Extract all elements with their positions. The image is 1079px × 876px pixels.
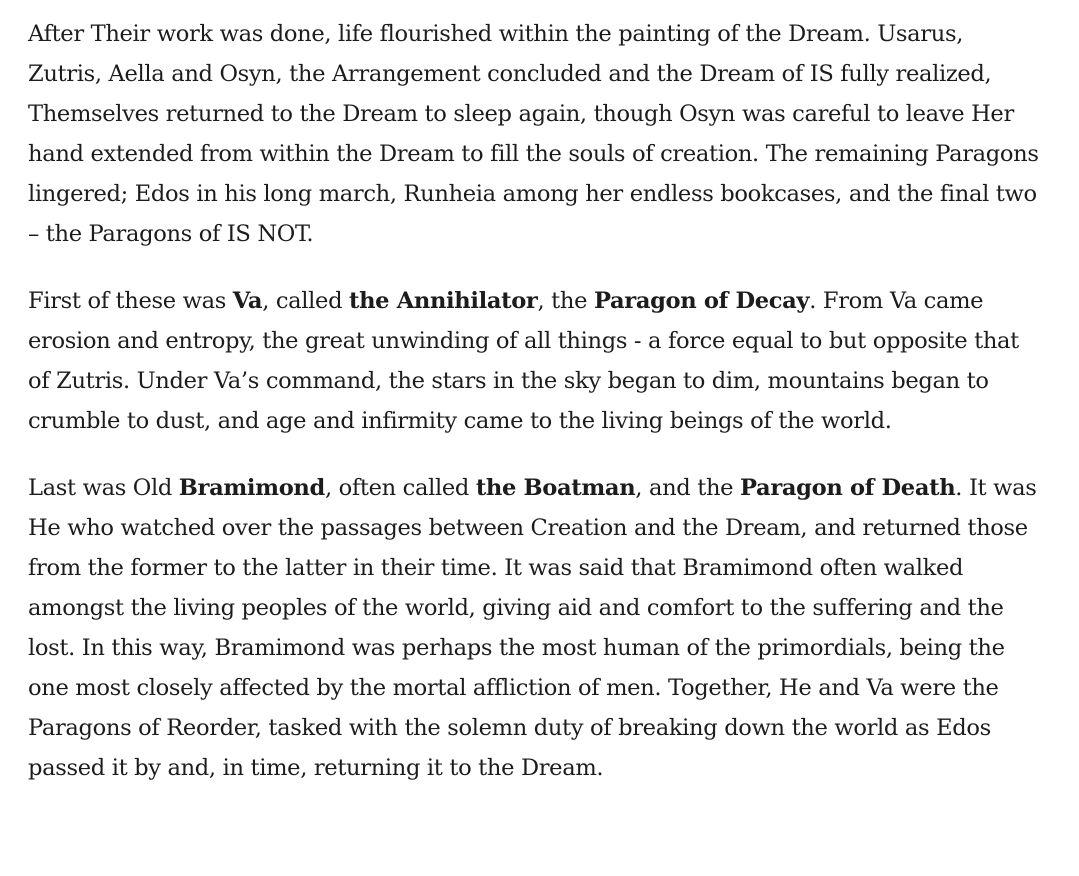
paragraph-creation (28, 14, 1039, 254)
text-segment: , often called (324, 475, 476, 501)
text-segment: , the (537, 288, 594, 314)
text-segment: , and the (635, 475, 741, 501)
name-va: Va (232, 288, 263, 314)
text-segment: , called (262, 288, 350, 314)
epithet-boatman: the Boatman (475, 475, 636, 501)
paragraph-text: After Their work was done, life flourished within the painting of the Dream. Usarus, Zutris, Aella and Osyn, the Arrangement concluded and the Dream of IS fully realized, Themselves returned to the Dream to sleep again, though Osyn was careful to leave Her hand extended from within the Dream to fill the souls of creation. The remaining Paragons lingered; Edos in his long march, Runheia among her endless bookcases, and the final two – the Paragons of IS NOT. (28, 21, 1039, 247)
text-segment: . It was He who watched over the passages between Creation and the Dream, and returned those from the former to the latter in their time. It was said that Bramimond often walked amongst the living peoples of the world, giving aid and comfort to the suffering and the lost. In this way, Bramimond was perhaps the most human of the primordials, being the one most closely affected by the mortal affliction of men. Together, He and Va were the Paragons of Reorder, tasked with the solemn duty of breaking down the world as Edos passed it by and, in time, returning it to the Dream. (28, 475, 1037, 781)
document-body (28, 14, 1039, 788)
title-paragon-of-decay: Paragon of Decay (593, 288, 810, 314)
epithet-annihilator: the Annihilator (349, 288, 538, 314)
name-bramimond: Bramimond (178, 475, 325, 501)
text-segment: First of these was (28, 288, 233, 314)
paragraph-bramimond (28, 468, 1039, 788)
text-segment: Last was Old (28, 475, 179, 501)
title-paragon-of-death: Paragon of Death (740, 475, 956, 501)
paragraph-va (28, 281, 1039, 441)
text-segment: . From Va came erosion and entropy, the great unwinding of all things - a force equal to but opposite that of Zutris. Under Va’s command, the stars in the sky began to dim, mountains began to crumble to dust, and age and infirmity came to the living beings of the world. (28, 288, 1019, 434)
